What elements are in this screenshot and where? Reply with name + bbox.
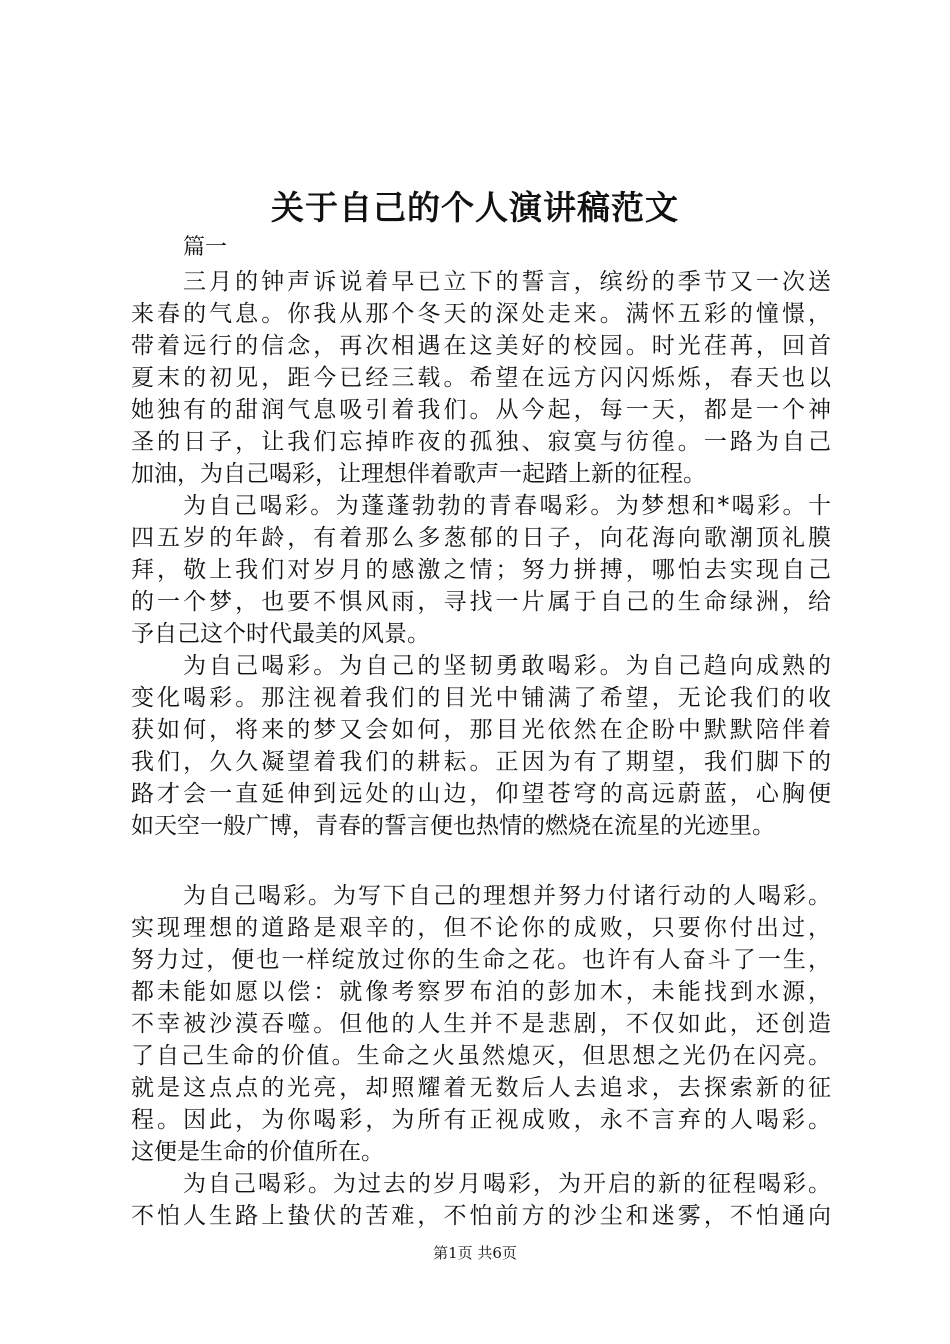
paragraph-5 — [131, 1168, 831, 1232]
paragraph-line: 实现理想的道路是艰辛的，但不论你的成败，只要你付出过， — [131, 915, 831, 941]
section-label: 篇一 — [183, 235, 228, 260]
paragraph-line: 她独有的甜润气息吸引着我们。从今起，每一天，都是一个神 — [131, 397, 831, 423]
paragraph-line: 三月的钟声诉说着早已立下的誓言，缤纷的季节又一次送 — [183, 269, 831, 295]
paragraph-line: 不幸被沙漠吞噬。但他的人生并不是悲剧，不仅如此，还创造 — [131, 1011, 831, 1037]
paragraph-line: 路才会一直延伸到远处的山边，仰望苍穹的高远蔚蓝，心胸便 — [131, 781, 831, 807]
paragraph-line: 四五岁的年龄，有着那么多葱郁的日子，向花海向歌潮顶礼膜 — [131, 525, 831, 551]
paragraph-line: 这便是生命的价值所在。 — [131, 1139, 384, 1165]
document-title: 关于自己的个人演讲稿范文 — [271, 188, 679, 227]
paragraph-line: 不怕人生路上蛰伏的苦难，不怕前方的沙尘和迷雾，不怕通向 — [131, 1203, 831, 1229]
document-body — [131, 230, 831, 1232]
paragraph-line: 圣的日子，让我们忘掉昨夜的孤独、寂寞与彷徨。一路为自己 — [131, 429, 831, 455]
paragraph-line: 为自己喝彩。为自己的坚韧勇敢喝彩。为自己趋向成熟的 — [183, 653, 831, 679]
paragraph-line: 如天空一般广博，青春的誓言便也热情的燃烧在流星的光迹里。 — [131, 813, 775, 839]
paragraph-line: 夏末的初见，距今已经三载。希望在远方闪闪烁烁，春天也以 — [131, 365, 831, 391]
paragraph-line: 都未能如愿以偿：就像考察罗布泊的彭加木，未能找到水源， — [131, 979, 831, 1005]
paragraph-line: 为自己喝彩。为写下自己的理想并努力付诸行动的人喝彩。 — [183, 883, 831, 909]
paragraph-line: 就是这点点的光亮，却照耀着无数后人去追求，去探索新的征 — [131, 1075, 831, 1101]
paragraph-line: 努力过，便也一样绽放过你的生命之花。也许有人奋斗了一生， — [131, 947, 831, 973]
paragraph-line: 获如何，将来的梦又会如何，那目光依然在企盼中默默陪伴着 — [131, 717, 831, 743]
paragraph-line: 带着远行的信念，再次相遇在这美好的校园。时光荏苒，回首 — [131, 333, 831, 359]
paragraph-line: 我们，久久凝望着我们的耕耘。正因为有了期望，我们脚下的 — [131, 749, 831, 775]
paragraph-line: 程。因此，为你喝彩，为所有正视成败，永不言弃的人喝彩。 — [131, 1107, 831, 1133]
paragraph-line: 予自己这个时代最美的风景。 — [131, 621, 430, 647]
paragraph-line: 来春的气息。你我从那个冬天的深处走来。满怀五彩的憧憬， — [131, 301, 831, 327]
paragraph-line: 为自己喝彩。为蓬蓬勃勃的青春喝彩。为梦想和*喝彩。十 — [183, 493, 831, 519]
paragraph-2 — [131, 490, 831, 650]
paragraph-line: 为自己喝彩。为过去的岁月喝彩，为开启的新的征程喝彩。 — [183, 1171, 831, 1197]
paragraph-1 — [131, 266, 831, 490]
paragraph-line: 变化喝彩。那注视着我们的目光中铺满了希望，无论我们的收 — [131, 685, 831, 711]
paragraph-line: 的一个梦，也要不惧风雨，寻找一片属于自己的生命绿洲，给 — [131, 589, 831, 615]
paragraph-4 — [131, 880, 831, 1168]
paragraph-3 — [131, 650, 831, 842]
paragraph-spacer — [131, 842, 831, 880]
paragraph-line: 了自己生命的价值。生命之火虽然熄灭，但思想之光仍在闪亮。 — [131, 1043, 831, 1069]
paragraph-line: 加油，为自己喝彩，让理想伴着歌声一起踏上新的征程。 — [131, 461, 706, 487]
page-indicator: 第1页 共6页 — [433, 1244, 517, 1262]
paragraph-line: 拜，敬上我们对岁月的感激之情；努力拼搏，哪怕去实现自己 — [131, 557, 831, 583]
